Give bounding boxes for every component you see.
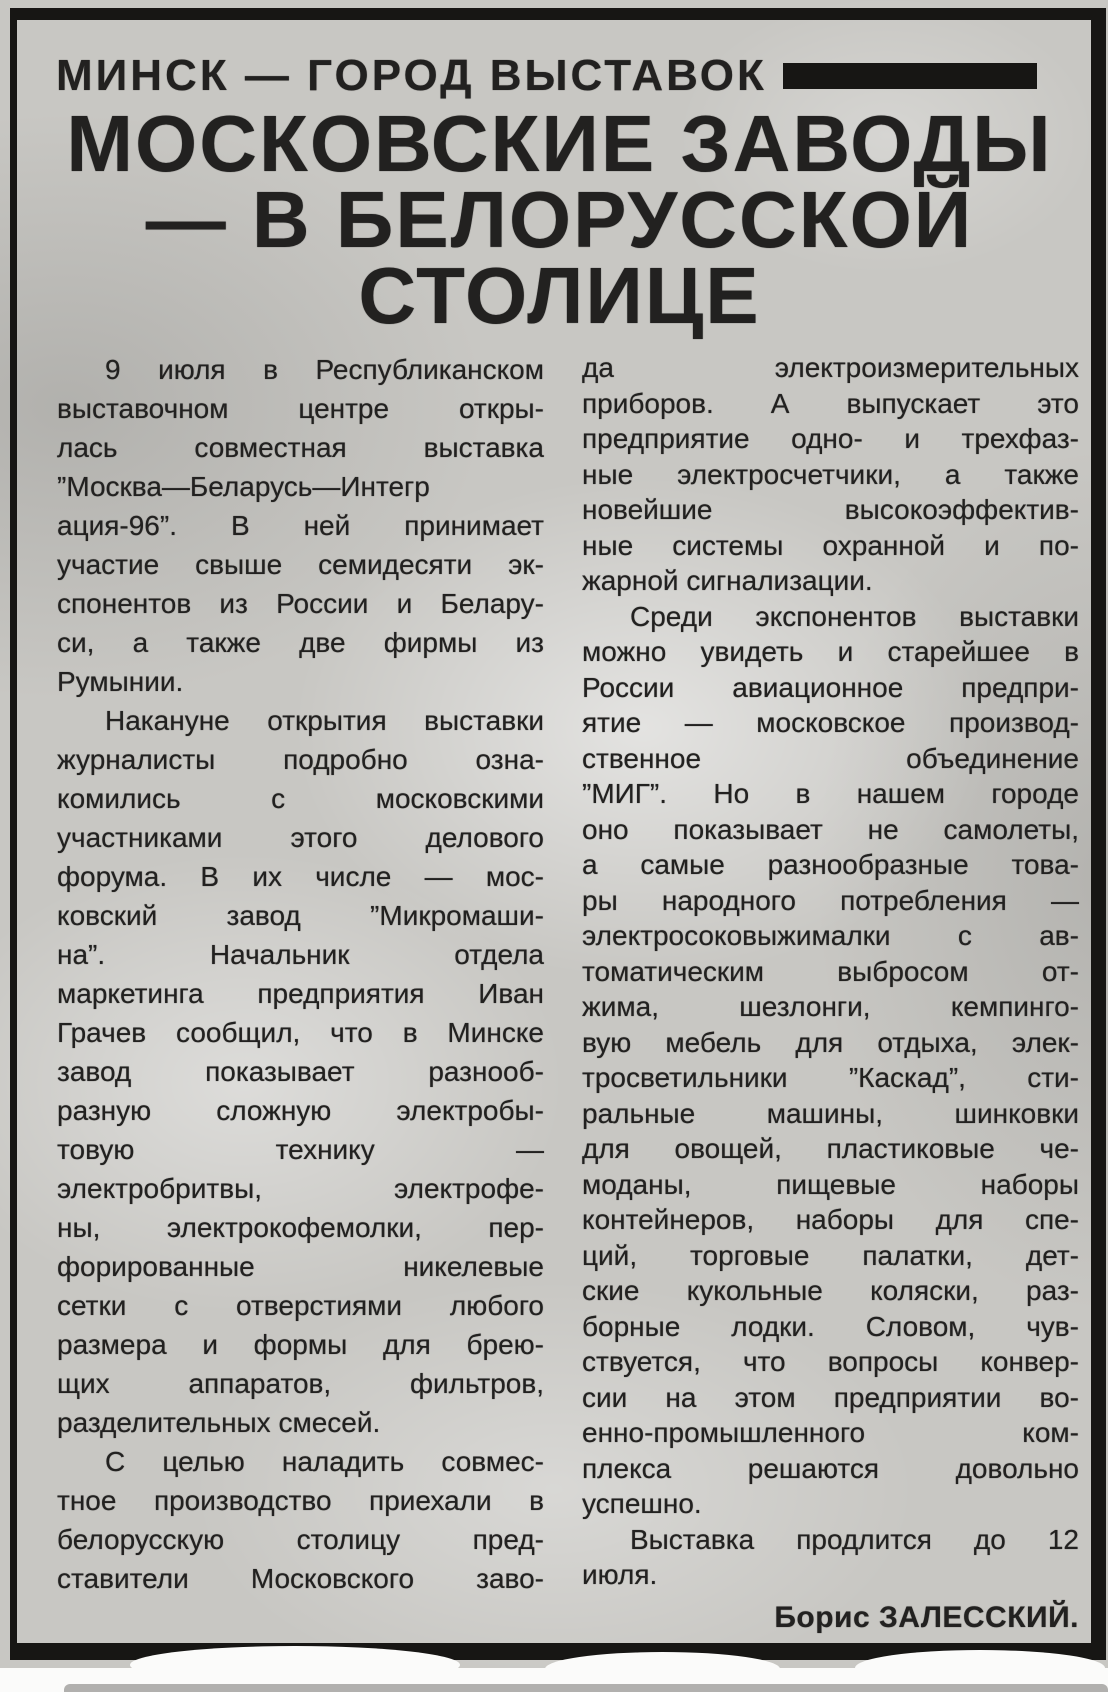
paragraph	[582, 350, 1079, 599]
text-line: успешно.	[582, 1488, 702, 1519]
text-line: комились с московскими	[57, 783, 544, 814]
text-line: завод показывает разнооб-	[57, 1056, 544, 1087]
scan-edge-blob	[130, 1646, 460, 1684]
text-line: ”МИГ”. Но в нашем городе	[582, 778, 1079, 809]
headline-line-1: МОСКОВСКИЕ ЗАВОДЫ	[66, 99, 1053, 188]
text-line: Накануне открытия выставки	[105, 705, 544, 736]
text-line: ствуется, что вопросы конвер-	[582, 1346, 1079, 1377]
text-line: ”Москва—Беларусь—Интегр	[57, 471, 430, 502]
text-line: борные лодки. Словом, чув-	[582, 1310, 1079, 1342]
text-line: тное производство приехали в	[57, 1485, 544, 1516]
text-line: ные системы охранной и по-	[582, 529, 1079, 561]
text-line: июля.	[582, 1559, 658, 1590]
text-line: приборов. А выпускает это	[582, 387, 1079, 419]
text-line: сетки с отверстиями любого	[57, 1290, 544, 1321]
scan-edge	[0, 1668, 1108, 1692]
kicker-rule-bar	[783, 63, 1037, 89]
text-line: ны, электрокофемолки, пер-	[57, 1212, 544, 1243]
text-line: для овощей, пластиковые че-	[582, 1133, 1079, 1164]
text-line: журналисты подробно озна-	[57, 744, 544, 775]
text-line: плекса решаются довольно	[582, 1452, 1079, 1484]
text-line: ятие — московское производ-	[582, 707, 1079, 738]
text-line: контейнеров, наборы для спе-	[582, 1204, 1079, 1235]
scan-edge-blob	[855, 1650, 1105, 1686]
text-line: тросветильники ”Каскад”, сти-	[582, 1062, 1079, 1093]
paragraph	[57, 1442, 544, 1598]
headline-line-2: — В БЕЛОРУССКОЙ	[145, 175, 974, 264]
text-line: ральные машины, шинковки	[582, 1097, 1079, 1129]
text-line: выставочном центре откры-	[57, 393, 544, 424]
text-line: щих аппаратов, фильтров,	[57, 1368, 544, 1399]
scan-edge-blob	[545, 1652, 780, 1686]
text-line: ственное объединение	[582, 742, 1079, 774]
text-line: участниками этого делового	[57, 822, 544, 853]
text-line: ские кукольные коляски, раз-	[582, 1275, 1079, 1306]
text-line: маркетинга предприятия Иван	[57, 978, 544, 1009]
text-line: ры народного потребления —	[582, 884, 1079, 916]
text-line: 9 июля в Республиканском	[105, 354, 544, 385]
headline-line-3: СТОЛИЦЕ	[358, 251, 761, 340]
text-line: а самые разнообразные това-	[582, 849, 1079, 880]
text-line: спонентов из России и Белару-	[57, 588, 544, 619]
article-body	[40, 350, 1079, 1635]
text-line: ций, торговые палатки, дет-	[582, 1239, 1079, 1271]
text-line: товую технику —	[57, 1134, 544, 1165]
text-line: сии на этом предприятии во-	[582, 1381, 1079, 1413]
text-line: форированные никелевые	[57, 1251, 544, 1282]
text-line: си, а также две фирмы из	[57, 627, 544, 658]
column-left	[57, 350, 544, 1635]
paragraph	[582, 599, 1079, 1522]
text-line: форума. В их числе — мос-	[57, 861, 544, 892]
text-line: разную сложную электробы-	[57, 1095, 544, 1126]
text-line: ставители Московского заво-	[57, 1563, 544, 1594]
adjacent-clipping-edge	[64, 1684, 1108, 1692]
article-content	[17, 20, 1091, 1643]
text-line: да электроизмерительных	[582, 352, 1079, 383]
column-right	[582, 350, 1079, 1635]
text-line: жима, шезлонги, кемпинго-	[582, 991, 1079, 1022]
article-frame	[10, 8, 1106, 1660]
text-line: на”. Начальник отдела	[57, 939, 544, 970]
text-line: вую мебель для отдыха, элек-	[582, 1026, 1079, 1058]
text-line: ные электросчетчики, а также	[582, 458, 1079, 490]
text-line: разделительных смесей.	[57, 1407, 381, 1438]
text-line: электробритвы, электрофе-	[57, 1173, 544, 1204]
text-line: жарной сигнализации.	[582, 565, 873, 596]
column-right-text	[582, 350, 1079, 1593]
text-line: предприятие одно- и трехфаз-	[582, 423, 1079, 454]
text-line: Выставка продлится до 12	[630, 1523, 1079, 1555]
text-line: размера и формы для брею-	[57, 1329, 544, 1360]
text-line: электросоковыжималки с ав-	[582, 920, 1079, 951]
text-line: участие свыше семидесяти эк-	[57, 549, 544, 580]
byline: Борис ЗАЛЕССКИЙ.	[774, 1600, 1079, 1634]
kicker: МИНСК — ГОРОД ВЫСТАВОК	[56, 51, 767, 100]
text-line: оно показывает не самолеты,	[582, 813, 1079, 845]
text-line: енно-промышленного ком-	[582, 1417, 1079, 1448]
text-line: моданы, пищевые наборы	[582, 1168, 1079, 1200]
text-line: томатическим выбросом от-	[582, 955, 1079, 987]
text-line: Грачев сообщил, что в Минске	[57, 1017, 544, 1048]
text-line: ация-96”. В ней принимает	[57, 510, 544, 541]
text-line: белорусскую столицу пред-	[57, 1524, 544, 1555]
text-line: новейшие высокоэффектив-	[582, 494, 1079, 525]
text-line: лась совместная выставка	[57, 432, 544, 463]
text-line: Румынии.	[57, 666, 184, 697]
text-line: можно увидеть и старейшее в	[582, 636, 1079, 667]
text-line: ковский завод ”Микромаши-	[57, 900, 544, 931]
paragraph	[57, 701, 544, 1442]
text-line: России авиационное предпри-	[582, 671, 1079, 703]
headline	[40, 99, 1079, 340]
text-line: Среди экспонентов выставки	[630, 600, 1079, 632]
paragraph	[57, 350, 544, 701]
text-line: С целью наладить совмес-	[105, 1446, 544, 1477]
kicker-row	[56, 51, 1079, 100]
paragraph	[582, 1522, 1079, 1593]
